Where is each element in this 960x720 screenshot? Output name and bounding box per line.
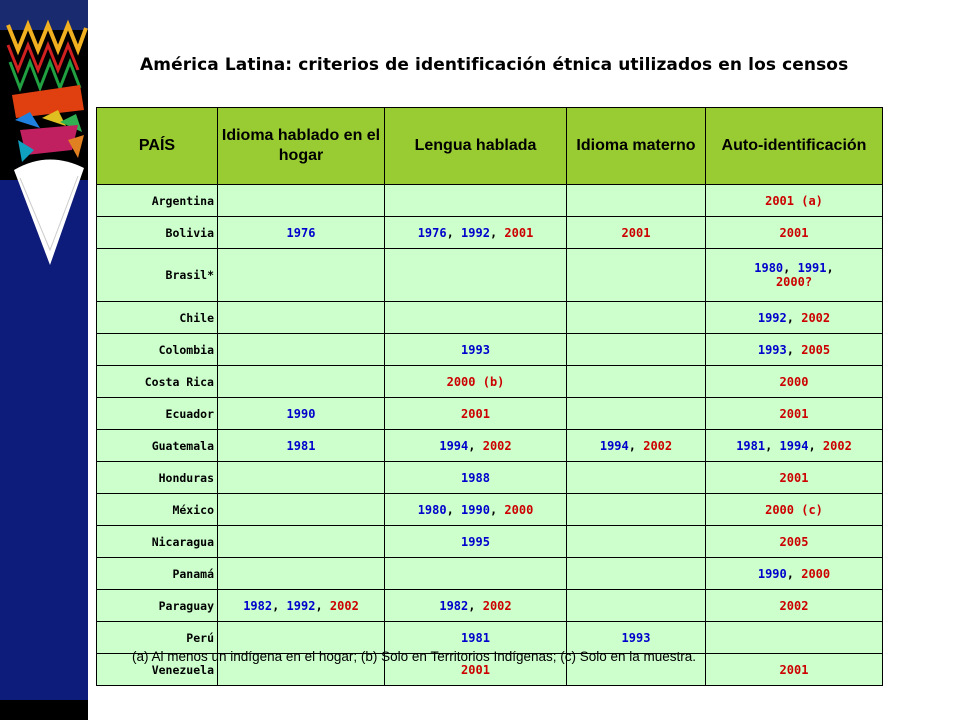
home-language-cell bbox=[218, 185, 385, 217]
census-year: 2002 bbox=[482, 598, 512, 613]
census-year: 1994 bbox=[599, 438, 629, 453]
country-cell: Venezuela bbox=[97, 654, 218, 686]
country-cell: Argentina bbox=[97, 185, 218, 217]
self-identification-cell: 1981, 1994, 2002 bbox=[706, 430, 883, 462]
table-row bbox=[97, 334, 883, 366]
country-cell: Nicaragua bbox=[97, 526, 218, 558]
country-cell: Ecuador bbox=[97, 398, 218, 430]
census-year: 2002 bbox=[801, 310, 831, 325]
table-row bbox=[97, 249, 883, 302]
header-home-language: Idioma hablado en el hogar bbox=[218, 108, 385, 185]
census-year: 1990 bbox=[286, 406, 316, 421]
census-year: 1993 bbox=[461, 342, 490, 357]
mother-tongue-cell bbox=[567, 249, 706, 302]
spoken-language-cell bbox=[385, 366, 567, 398]
table-row bbox=[97, 526, 883, 558]
spoken-language-cell bbox=[385, 398, 567, 430]
census-year: 2002 bbox=[779, 598, 809, 613]
self-identification-cell bbox=[706, 654, 883, 686]
table-row bbox=[97, 217, 883, 249]
spoken-language-cell bbox=[385, 334, 567, 366]
table-row bbox=[97, 185, 883, 217]
census-year: 1992 bbox=[286, 598, 316, 613]
country-cell: Honduras bbox=[97, 462, 218, 494]
spoken-language-cell: 1982, 2002 bbox=[385, 590, 567, 622]
census-year: 2000 bbox=[801, 566, 831, 581]
header-country: PAÍS bbox=[97, 108, 218, 185]
home-language-cell bbox=[218, 398, 385, 430]
mother-tongue-cell bbox=[567, 494, 706, 526]
census-year: 2001 bbox=[461, 662, 490, 677]
self-identification-cell: 1992, 2002 bbox=[706, 302, 883, 334]
census-year: 1981 bbox=[286, 438, 316, 453]
header-spoken-language: Lengua hablada bbox=[385, 108, 567, 185]
self-identification-cell bbox=[706, 366, 883, 398]
mother-tongue-cell bbox=[567, 462, 706, 494]
spoken-language-cell bbox=[385, 249, 567, 302]
spoken-language-cell: 1980, 1990, 2000 bbox=[385, 494, 567, 526]
home-language-cell bbox=[218, 249, 385, 302]
self-identification-cell bbox=[706, 462, 883, 494]
census-year: 1990 bbox=[757, 566, 787, 581]
country-cell: Costa Rica bbox=[97, 366, 218, 398]
country-cell: México bbox=[97, 494, 218, 526]
census-year: 1994 bbox=[439, 438, 469, 453]
census-year: 1990 bbox=[461, 502, 490, 517]
table-row bbox=[97, 590, 883, 622]
census-year: 2005 bbox=[779, 534, 809, 549]
census-year: 2001 bbox=[779, 662, 809, 677]
census-criteria-table bbox=[96, 107, 883, 686]
home-language-cell bbox=[218, 526, 385, 558]
table-header-row bbox=[97, 108, 883, 185]
home-language-cell bbox=[218, 302, 385, 334]
census-year: 1995 bbox=[461, 534, 490, 549]
spoken-language-cell bbox=[385, 185, 567, 217]
home-language-cell bbox=[218, 462, 385, 494]
page-title: América Latina: criterios de identificación étnica utilizados en los censos bbox=[140, 55, 849, 75]
home-language-cell bbox=[218, 334, 385, 366]
census-year: 1993 bbox=[621, 630, 651, 645]
census-year: 2002 bbox=[329, 598, 359, 613]
decorative-mask-banner bbox=[0, 0, 88, 720]
country-cell: Colombia bbox=[97, 334, 218, 366]
country-cell: Paraguay bbox=[97, 590, 218, 622]
census-year: 1991 bbox=[797, 261, 827, 275]
census-year: 2001 bbox=[461, 406, 490, 421]
self-identification-cell: 1990, 2000 bbox=[706, 558, 883, 590]
self-identification-cell: 1980, 1991, 2000? bbox=[706, 249, 883, 302]
census-year: 1981 bbox=[461, 630, 490, 645]
table-row bbox=[97, 398, 883, 430]
mother-tongue-cell bbox=[567, 185, 706, 217]
table-row bbox=[97, 366, 883, 398]
spoken-language-cell bbox=[385, 526, 567, 558]
mother-tongue-cell bbox=[567, 217, 706, 249]
spoken-language-cell bbox=[385, 558, 567, 590]
census-year: 2000 bbox=[779, 374, 809, 389]
self-identification-cell bbox=[706, 185, 883, 217]
census-year: 2000 (b) bbox=[446, 374, 505, 389]
table-row bbox=[97, 302, 883, 334]
spoken-language-cell bbox=[385, 302, 567, 334]
census-year: 2000 (c) bbox=[765, 502, 823, 517]
census-year: 1982 bbox=[439, 598, 469, 613]
mother-tongue-cell bbox=[567, 526, 706, 558]
census-year: 1981 bbox=[736, 438, 766, 453]
table-row bbox=[97, 462, 883, 494]
country-cell: Panamá bbox=[97, 558, 218, 590]
census-year: 1980 bbox=[417, 502, 447, 517]
census-year: 2001 bbox=[779, 406, 809, 421]
census-year: 2001 bbox=[621, 225, 651, 240]
mother-tongue-cell bbox=[567, 590, 706, 622]
self-identification-cell bbox=[706, 398, 883, 430]
home-language-cell bbox=[218, 494, 385, 526]
mother-tongue-cell bbox=[567, 398, 706, 430]
census-year: 1976 bbox=[286, 225, 316, 240]
census-year: 2001 bbox=[504, 225, 534, 240]
mother-tongue-cell bbox=[567, 302, 706, 334]
mother-tongue-cell bbox=[567, 334, 706, 366]
home-language-cell: 1982, 1992, 2002 bbox=[218, 590, 385, 622]
header-mother-tongue: Idioma materno bbox=[567, 108, 706, 185]
census-year: 1982 bbox=[243, 598, 273, 613]
census-year: 2002 bbox=[822, 438, 852, 453]
self-identification-cell bbox=[706, 622, 883, 654]
spoken-language-cell: 1976, 1992, 2001 bbox=[385, 217, 567, 249]
census-year: 2002 bbox=[643, 438, 673, 453]
census-year: 1992 bbox=[461, 225, 490, 240]
home-language-cell bbox=[218, 217, 385, 249]
footnote: (a) Al menos un indígena en el hogar; (b) Solo en Territorios Indígenas; (c) Solo en la muestra. bbox=[132, 649, 697, 664]
self-identification-cell bbox=[706, 526, 883, 558]
country-cell: Perú bbox=[97, 622, 218, 654]
census-year: 2000? bbox=[775, 275, 813, 289]
country-cell: Chile bbox=[97, 302, 218, 334]
home-language-cell bbox=[218, 558, 385, 590]
self-identification-cell: 1993, 2005 bbox=[706, 334, 883, 366]
census-year: 2001 (a) bbox=[765, 193, 823, 208]
home-language-cell bbox=[218, 430, 385, 462]
country-cell: Guatemala bbox=[97, 430, 218, 462]
table-row bbox=[97, 430, 883, 462]
census-year: 2002 bbox=[482, 438, 512, 453]
spoken-language-cell: 1994, 2002 bbox=[385, 430, 567, 462]
country-cell: Bolivia bbox=[97, 217, 218, 249]
self-identification-cell bbox=[706, 494, 883, 526]
home-language-cell bbox=[218, 366, 385, 398]
table-row bbox=[97, 494, 883, 526]
census-year: 2001 bbox=[779, 470, 809, 485]
self-identification-cell bbox=[706, 590, 883, 622]
mother-tongue-cell bbox=[567, 366, 706, 398]
mother-tongue-cell: 1994, 2002 bbox=[567, 430, 706, 462]
self-identification-cell bbox=[706, 217, 883, 249]
table-row bbox=[97, 558, 883, 590]
census-year: 2001 bbox=[779, 225, 809, 240]
census-year: 1994 bbox=[779, 438, 809, 453]
census-year: 1992 bbox=[757, 310, 787, 325]
spoken-language-cell bbox=[385, 462, 567, 494]
census-year: 2005 bbox=[801, 342, 831, 357]
census-year: 1976 bbox=[417, 225, 447, 240]
census-year: 2000 bbox=[504, 502, 534, 517]
header-self-identification: Auto-identificación bbox=[706, 108, 883, 185]
census-year: 1988 bbox=[461, 470, 490, 485]
mother-tongue-cell bbox=[567, 558, 706, 590]
census-year: 1980 bbox=[754, 261, 784, 275]
country-cell: Brasil* bbox=[97, 249, 218, 302]
census-year: 1993 bbox=[757, 342, 787, 357]
